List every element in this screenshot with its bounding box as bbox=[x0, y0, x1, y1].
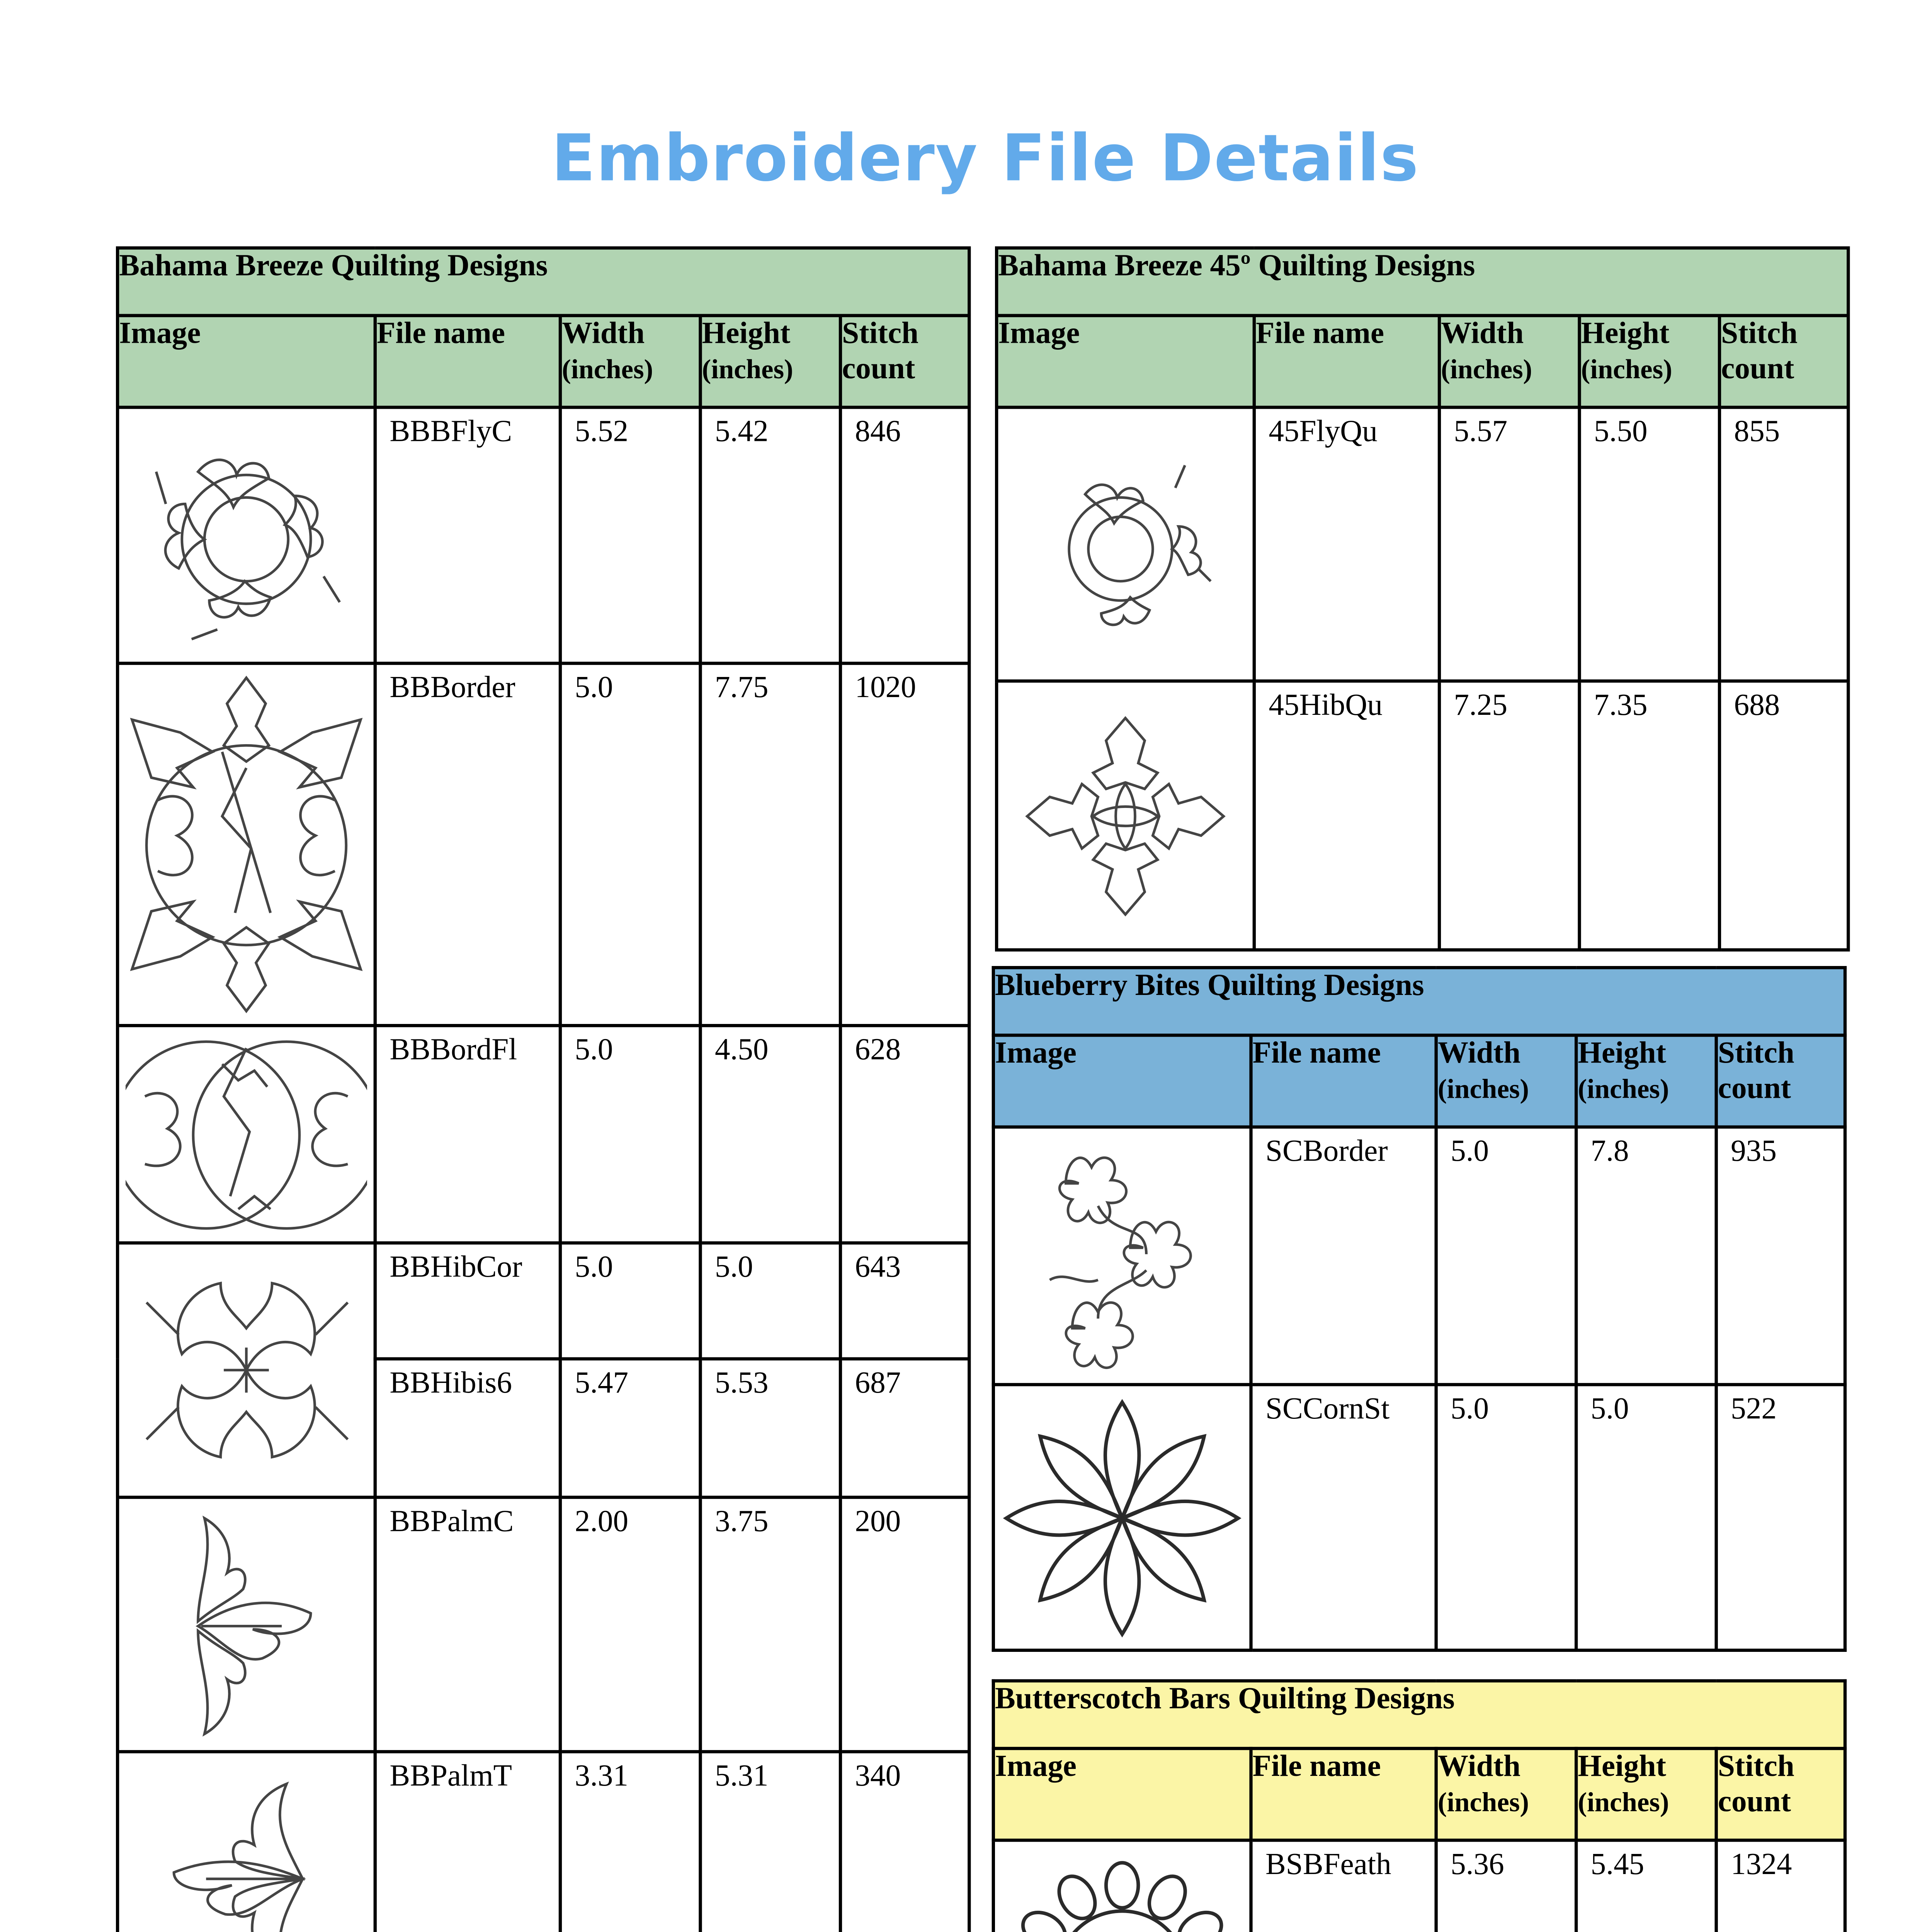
stitch-count-cell: 643 bbox=[840, 1243, 969, 1359]
table-row bbox=[117, 663, 969, 1026]
width-cell: 5.0 bbox=[560, 1243, 701, 1359]
col-width-label: Width bbox=[562, 317, 645, 351]
feather-wreath-design-icon bbox=[993, 1840, 1251, 1932]
col-height-unit: (inches) bbox=[1581, 354, 1672, 385]
file-name-cell: SCCornSt bbox=[1251, 1384, 1436, 1650]
col-width bbox=[1436, 1748, 1577, 1840]
height-cell: 3.75 bbox=[701, 1497, 841, 1752]
col-height-label: Height bbox=[1578, 1750, 1667, 1784]
flower-vine-border-design-icon bbox=[993, 1127, 1251, 1385]
col-height bbox=[1580, 316, 1720, 408]
table-caption: Bahama Breeze Quilting Designs bbox=[117, 248, 969, 316]
table-header-row bbox=[997, 316, 1848, 408]
col-stitch bbox=[840, 316, 969, 408]
hibiscus-corner-design-icon bbox=[117, 1243, 375, 1497]
table-header-row bbox=[117, 316, 969, 408]
col-stitch bbox=[1716, 1748, 1845, 1840]
col-height-unit: (inches) bbox=[1578, 1074, 1669, 1105]
file-name-cell: BSBFeath bbox=[1251, 1840, 1436, 1932]
col-file-name: File name bbox=[375, 316, 560, 408]
col-width-unit: (inches) bbox=[562, 354, 653, 385]
width-cell: 5.57 bbox=[1439, 407, 1580, 681]
file-name-cell: BBPalmC bbox=[375, 1497, 560, 1752]
palm-triangle-design-icon bbox=[117, 1752, 375, 1932]
file-name-cell: BBBordFl bbox=[375, 1026, 560, 1243]
table-row bbox=[117, 1497, 969, 1752]
height-cell: 7.8 bbox=[1576, 1127, 1716, 1385]
width-cell: 3.31 bbox=[560, 1752, 701, 1932]
col-width-label: Width bbox=[1441, 317, 1524, 351]
file-name-cell: 45FlyQu bbox=[1254, 407, 1439, 681]
table-row bbox=[117, 1752, 969, 1932]
col-height-label: Height bbox=[702, 317, 791, 351]
col-width-unit: (inches) bbox=[1437, 1074, 1529, 1105]
col-image: Image bbox=[993, 1035, 1251, 1127]
col-image: Image bbox=[993, 1748, 1251, 1840]
height-cell: 5.42 bbox=[701, 407, 841, 663]
col-height bbox=[1576, 1748, 1716, 1840]
col-width-label: Width bbox=[1437, 1750, 1521, 1784]
col-width-unit: (inches) bbox=[1441, 354, 1532, 385]
stitch-count-cell: 522 bbox=[1716, 1384, 1845, 1650]
stitch-count-cell: 200 bbox=[840, 1497, 969, 1752]
stitch-count-cell: 1324 bbox=[1716, 1840, 1845, 1932]
col-stitch-label-2: count bbox=[1721, 352, 1794, 387]
bahama-breeze-table bbox=[116, 247, 971, 1932]
blueberry-bites-table bbox=[992, 966, 1847, 1652]
col-file-name: File name bbox=[1251, 1748, 1436, 1840]
stitch-count-cell: 340 bbox=[840, 1752, 969, 1932]
stitch-count-cell: 628 bbox=[840, 1026, 969, 1243]
col-width bbox=[560, 316, 701, 408]
page-title: Embroidery File Details bbox=[551, 122, 1419, 197]
col-stitch-label: Stitch bbox=[1718, 1037, 1794, 1071]
width-cell: 5.47 bbox=[560, 1359, 701, 1497]
table-row bbox=[993, 1840, 1845, 1932]
bahama-breeze-45-table bbox=[995, 247, 1850, 952]
stitch-count-cell: 687 bbox=[840, 1359, 969, 1497]
file-name-cell: SCBorder bbox=[1251, 1127, 1436, 1385]
width-cell: 5.52 bbox=[560, 407, 701, 663]
col-stitch-label: Stitch bbox=[1721, 317, 1798, 351]
height-cell: 5.31 bbox=[701, 1752, 841, 1932]
hibiscus-quarter-design-icon bbox=[997, 681, 1254, 950]
height-cell: 5.50 bbox=[1580, 407, 1720, 681]
file-name-cell: 45HibQu bbox=[1254, 681, 1439, 950]
height-cell: 4.50 bbox=[701, 1026, 841, 1243]
hibiscus-border-fill-design-icon bbox=[117, 1026, 375, 1243]
table-row bbox=[117, 1243, 969, 1359]
col-stitch-label-2: count bbox=[1718, 1785, 1791, 1820]
table-row bbox=[997, 407, 1848, 681]
height-cell: 5.0 bbox=[701, 1243, 841, 1359]
file-name-cell: BBHibCor bbox=[375, 1243, 560, 1359]
col-height-unit: (inches) bbox=[702, 354, 793, 385]
height-cell: 7.35 bbox=[1580, 681, 1720, 950]
butterfly-wreath-design-icon bbox=[117, 407, 375, 663]
width-cell: 2.00 bbox=[560, 1497, 701, 1752]
stitch-count-cell: 1020 bbox=[840, 663, 969, 1026]
file-name-cell: BBBFlyC bbox=[375, 407, 560, 663]
width-cell: 5.0 bbox=[560, 1026, 701, 1243]
file-name-cell: BBPalmT bbox=[375, 1752, 560, 1932]
height-cell: 5.53 bbox=[701, 1359, 841, 1497]
col-width bbox=[1436, 1035, 1577, 1127]
col-width bbox=[1439, 316, 1580, 408]
stitch-count-cell: 846 bbox=[840, 407, 969, 663]
table-caption: Bahama Breeze 45º Quilting Designs bbox=[997, 248, 1848, 316]
col-width-label: Width bbox=[1437, 1037, 1521, 1071]
height-cell: 5.45 bbox=[1576, 1840, 1716, 1932]
height-cell: 7.75 bbox=[701, 663, 841, 1026]
stitch-count-cell: 935 bbox=[1716, 1127, 1845, 1385]
palm-corner-design-icon bbox=[117, 1497, 375, 1752]
col-stitch-label-2: count bbox=[842, 352, 915, 387]
col-width-unit: (inches) bbox=[1437, 1787, 1529, 1818]
table-header-row bbox=[993, 1748, 1845, 1840]
col-file-name: File name bbox=[1254, 316, 1439, 408]
stitch-count-cell: 855 bbox=[1719, 407, 1848, 681]
hibiscus-border-design-icon bbox=[117, 663, 375, 1026]
width-cell: 5.36 bbox=[1436, 1840, 1577, 1932]
col-stitch-label: Stitch bbox=[842, 317, 919, 351]
table-row bbox=[993, 1384, 1845, 1650]
table-row bbox=[993, 1127, 1845, 1385]
col-height-unit: (inches) bbox=[1578, 1787, 1669, 1818]
col-height-label: Height bbox=[1578, 1037, 1667, 1071]
butterscotch-bars-table bbox=[992, 1679, 1847, 1932]
col-stitch bbox=[1716, 1035, 1845, 1127]
col-height bbox=[701, 316, 841, 408]
col-stitch-label-2: count bbox=[1718, 1072, 1791, 1106]
corner-star-design-icon bbox=[993, 1384, 1251, 1650]
col-image: Image bbox=[997, 316, 1254, 408]
table-row bbox=[997, 681, 1848, 950]
width-cell: 7.25 bbox=[1439, 681, 1580, 950]
file-name-cell: BBBorder bbox=[375, 663, 560, 1026]
butterfly-quarter-design-icon bbox=[997, 407, 1254, 681]
col-stitch bbox=[1719, 316, 1848, 408]
table-caption: Blueberry Bites Quilting Designs bbox=[993, 968, 1845, 1035]
col-height-label: Height bbox=[1581, 317, 1670, 351]
col-stitch-label: Stitch bbox=[1718, 1750, 1794, 1784]
table-caption: Butterscotch Bars Quilting Designs bbox=[993, 1681, 1845, 1748]
width-cell: 5.0 bbox=[560, 663, 701, 1026]
height-cell: 5.0 bbox=[1576, 1384, 1716, 1650]
stitch-count-cell: 688 bbox=[1719, 681, 1848, 950]
col-file-name: File name bbox=[1251, 1035, 1436, 1127]
table-row bbox=[117, 407, 969, 663]
col-image: Image bbox=[117, 316, 375, 408]
table-header-row bbox=[993, 1035, 1845, 1127]
width-cell: 5.0 bbox=[1436, 1127, 1577, 1385]
width-cell: 5.0 bbox=[1436, 1384, 1577, 1650]
table-row bbox=[117, 1026, 969, 1243]
file-name-cell: BBHibis6 bbox=[375, 1359, 560, 1497]
col-height bbox=[1576, 1035, 1716, 1127]
